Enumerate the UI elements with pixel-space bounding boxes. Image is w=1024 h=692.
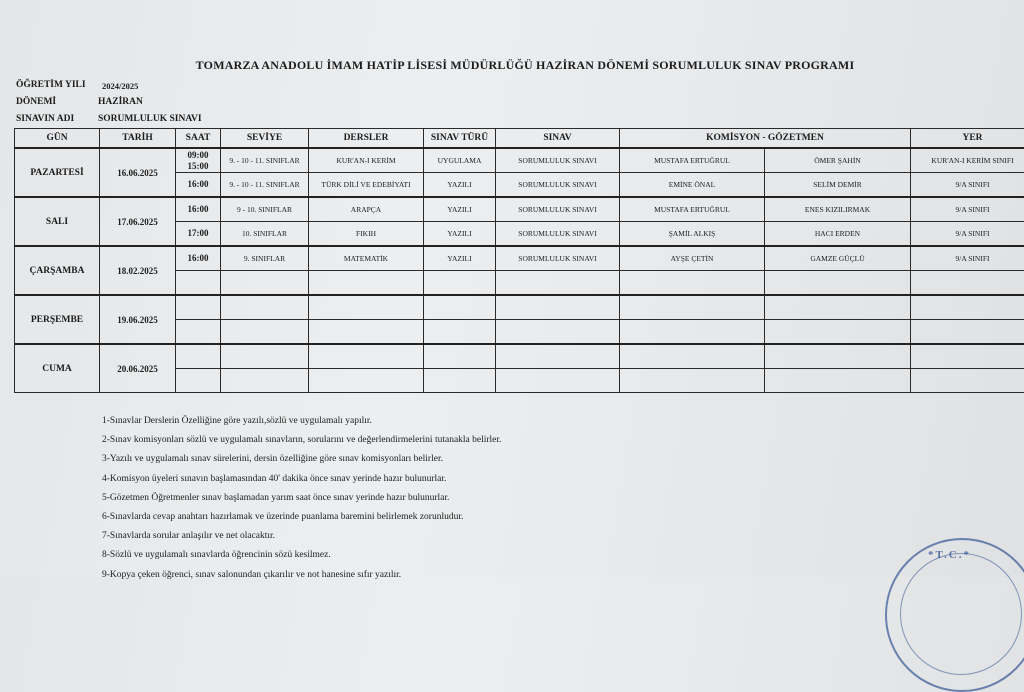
cell-komisyon-2 — [765, 369, 911, 393]
header-dersler: DERSLER — [309, 129, 424, 149]
cell-ders: FIKIH — [309, 222, 424, 247]
cell-komisyon-2: ENES KIZILIRMAK — [765, 197, 911, 222]
cell-komisyon-1 — [620, 295, 765, 320]
header-sinav: SINAV — [496, 129, 620, 149]
cell-komisyon-2 — [765, 320, 911, 345]
cell-yer — [911, 344, 1024, 369]
meta-value: HAZİRAN — [98, 97, 143, 107]
cell-komisyon-1: EMİNE ÖNAL — [620, 173, 765, 198]
cell-yer — [911, 271, 1024, 296]
cell-komisyon-1: MUSTAFA ERTUĞRUL — [620, 148, 765, 173]
cell-sinav — [496, 271, 620, 296]
rule-item: 2-Sınav komisyonları sözlü ve uygulamalı sınavların, sorularını ve değerlendirmelerini tutanakla belirler. — [102, 431, 501, 450]
cell-yer — [911, 295, 1024, 320]
cell-yer: 9/A SINIFI — [911, 173, 1024, 198]
cell-ders — [309, 344, 424, 369]
cell-yer: 9/A SINIFI — [911, 197, 1024, 222]
cell-sinav-turu — [424, 271, 496, 296]
cell-seviye — [221, 295, 309, 320]
cell-ders — [309, 271, 424, 296]
header-yer: YER — [911, 129, 1024, 149]
cell-yer: 9/A SINIFI — [911, 222, 1024, 247]
cell-komisyon-1: AYŞE ÇETİN — [620, 246, 765, 271]
rule-item: 1-Sınavlar Derslerin Özelliğine göre yazılı,sözlü ve uygulamalı yapılır. — [102, 412, 501, 431]
cell-tarih: 16.06.2025 — [100, 148, 176, 197]
cell-komisyon-1: MUSTAFA ERTUĞRUL — [620, 197, 765, 222]
cell-yer: 9/A SINIFI — [911, 246, 1024, 271]
table-row — [15, 197, 1024, 222]
cell-komisyon-1 — [620, 344, 765, 369]
cell-seviye: 9 - 10. SINIFLAR — [221, 197, 309, 222]
cell-saat — [176, 295, 221, 320]
meta-key: SINAVIN ADI — [16, 114, 74, 124]
saat-start: 17:00 — [178, 228, 218, 239]
cell-sinav-turu — [424, 344, 496, 369]
header-tarih: TARİH — [100, 129, 176, 149]
cell-sinav: SORUMLULUK SINAVI — [496, 197, 620, 222]
cell-komisyon-1: ŞAMİL ALKIŞ — [620, 222, 765, 247]
cell-komisyon-2: HACI ERDEN — [765, 222, 911, 247]
cell-sinav — [496, 295, 620, 320]
rule-item: 6-Sınavlarda cevap anahtarı hazırlamak ve üzerinde puanlama baremini belirlemek zorunludur. — [102, 508, 501, 527]
header-saat: SAAT — [176, 129, 221, 149]
cell-tarih: 18.02.2025 — [100, 246, 176, 295]
cell-seviye — [221, 320, 309, 345]
rule-item: 4-Komisyon üyeleri sınavın başlamasından 40' dakika önce sınav yerinde hazır bulunurlar. — [102, 470, 501, 489]
cell-tarih: 20.06.2025 — [100, 344, 176, 393]
document-title: TOMARZA ANADOLU İMAM HATİP LİSESİ MÜDÜRLÜĞÜ HAZİRAN DÖNEMİ SORUMLULUK SINAV PROGRAMI — [0, 58, 1024, 73]
meta-value: SORUMLULUK SINAVI — [98, 114, 202, 124]
cell-komisyon-2: SELİM DEMİR — [765, 173, 911, 198]
cell-komisyon-2 — [765, 271, 911, 296]
cell-komisyon-2: ÖMER ŞAHİN — [765, 148, 911, 173]
cell-saat — [176, 173, 221, 198]
cell-komisyon-1 — [620, 271, 765, 296]
meta-key: DÖNEMİ — [16, 97, 56, 107]
cell-saat — [176, 344, 221, 369]
cell-gun: PERŞEMBE — [15, 295, 100, 344]
rule-item: 8-Sözlü ve uygulamalı sınavlarda öğrencinin sözü kesilmez. — [102, 546, 501, 565]
saat-start: 16:00 — [178, 204, 218, 215]
header-sinav-turu: SINAV TÜRÜ — [424, 129, 496, 149]
cell-sinav — [496, 320, 620, 345]
cell-ders: KUR'AN-I KERİM — [309, 148, 424, 173]
saat-start: 16:00 — [178, 253, 218, 264]
cell-tarih: 17.06.2025 — [100, 197, 176, 246]
saat-start: 09:00 — [178, 150, 218, 161]
cell-sinav-turu: YAZILI — [424, 246, 496, 271]
saat-start: 16:00 — [178, 179, 218, 190]
cell-tarih: 19.06.2025 — [100, 295, 176, 344]
cell-saat — [176, 246, 221, 271]
cell-saat — [176, 222, 221, 247]
cell-saat — [176, 320, 221, 345]
cell-ders — [309, 295, 424, 320]
cell-ders: TÜRK DİLİ VE EDEBİYATI — [309, 173, 424, 198]
cell-yer — [911, 320, 1024, 345]
meta-key: ÖĞRETİM YILI — [16, 80, 86, 90]
table-row — [15, 344, 1024, 369]
saat-second: 15:00 — [178, 161, 218, 172]
table-row — [15, 148, 1024, 173]
header-gun: GÜN — [15, 129, 100, 149]
table-row — [15, 295, 1024, 320]
cell-ders — [309, 369, 424, 393]
cell-komisyon-1 — [620, 369, 765, 393]
header-seviye: SEVİYE — [221, 129, 309, 149]
cell-ders — [309, 320, 424, 345]
rule-item: 3-Yazılı ve uygulamalı sınav sürelerini, dersin özelliğine göre sınav komisyonları belirler. — [102, 450, 501, 469]
cell-sinav-turu — [424, 369, 496, 393]
cell-seviye: 9. - 10 - 11. SINIFLAR — [221, 173, 309, 198]
cell-seviye: 9. - 10 - 11. SINIFLAR — [221, 148, 309, 173]
cell-sinav — [496, 344, 620, 369]
cell-gun: PAZARTESİ — [15, 148, 100, 197]
meta-value: 2024/2025 — [102, 81, 138, 91]
cell-komisyon-2 — [765, 295, 911, 320]
official-seal-inner-ring — [900, 553, 1022, 675]
cell-sinav-turu — [424, 320, 496, 345]
cell-gun: ÇARŞAMBA — [15, 246, 100, 295]
cell-seviye — [221, 344, 309, 369]
cell-sinav-turu: YAZILI — [424, 173, 496, 198]
official-seal-text: *T.C.* — [928, 549, 971, 561]
cell-saat — [176, 369, 221, 393]
cell-seviye: 10. SINIFLAR — [221, 222, 309, 247]
cell-ders: ARAPÇA — [309, 197, 424, 222]
header-komisyon: KOMİSYON - GÖZETMEN — [620, 129, 911, 149]
cell-sinav-turu: UYGULAMA — [424, 148, 496, 173]
table-row — [15, 246, 1024, 271]
cell-komisyon-2 — [765, 344, 911, 369]
rule-item: 5-Gözetmen Öğretmenler sınav başlamadan yarım saat önce sınav yerinde hazır bulunurlar. — [102, 489, 501, 508]
cell-sinav-turu: YAZILI — [424, 222, 496, 247]
cell-yer — [911, 369, 1024, 393]
cell-sinav: SORUMLULUK SINAVI — [496, 246, 620, 271]
cell-seviye — [221, 369, 309, 393]
cell-gun: SALI — [15, 197, 100, 246]
exam-rules-list — [102, 412, 501, 585]
cell-gun: CUMA — [15, 344, 100, 393]
exam-schedule-table — [14, 128, 1024, 393]
cell-sinav: SORUMLULUK SINAVI — [496, 173, 620, 198]
cell-seviye: 9. SINIFLAR — [221, 246, 309, 271]
cell-saat — [176, 197, 221, 222]
cell-sinav — [496, 369, 620, 393]
cell-sinav-turu: YAZILI — [424, 197, 496, 222]
cell-ders: MATEMATİK — [309, 246, 424, 271]
cell-komisyon-2: GAMZE GÜÇLÜ — [765, 246, 911, 271]
cell-sinav-turu — [424, 295, 496, 320]
rule-item: 7-Sınavlarda sorular anlaşılır ve net olacaktır. — [102, 527, 501, 546]
cell-sinav: SORUMLULUK SINAVI — [496, 148, 620, 173]
rule-item: 9-Kopya çeken öğrenci, sınav salonundan çıkarılır ve not hanesine sıfır yazılır. — [102, 566, 501, 585]
cell-saat — [176, 271, 221, 296]
cell-seviye — [221, 271, 309, 296]
cell-yer: KUR'AN-I KERİM SINIFI — [911, 148, 1024, 173]
cell-komisyon-1 — [620, 320, 765, 345]
cell-saat — [176, 148, 221, 173]
table-header-row — [15, 129, 1024, 149]
cell-sinav: SORUMLULUK SINAVI — [496, 222, 620, 247]
